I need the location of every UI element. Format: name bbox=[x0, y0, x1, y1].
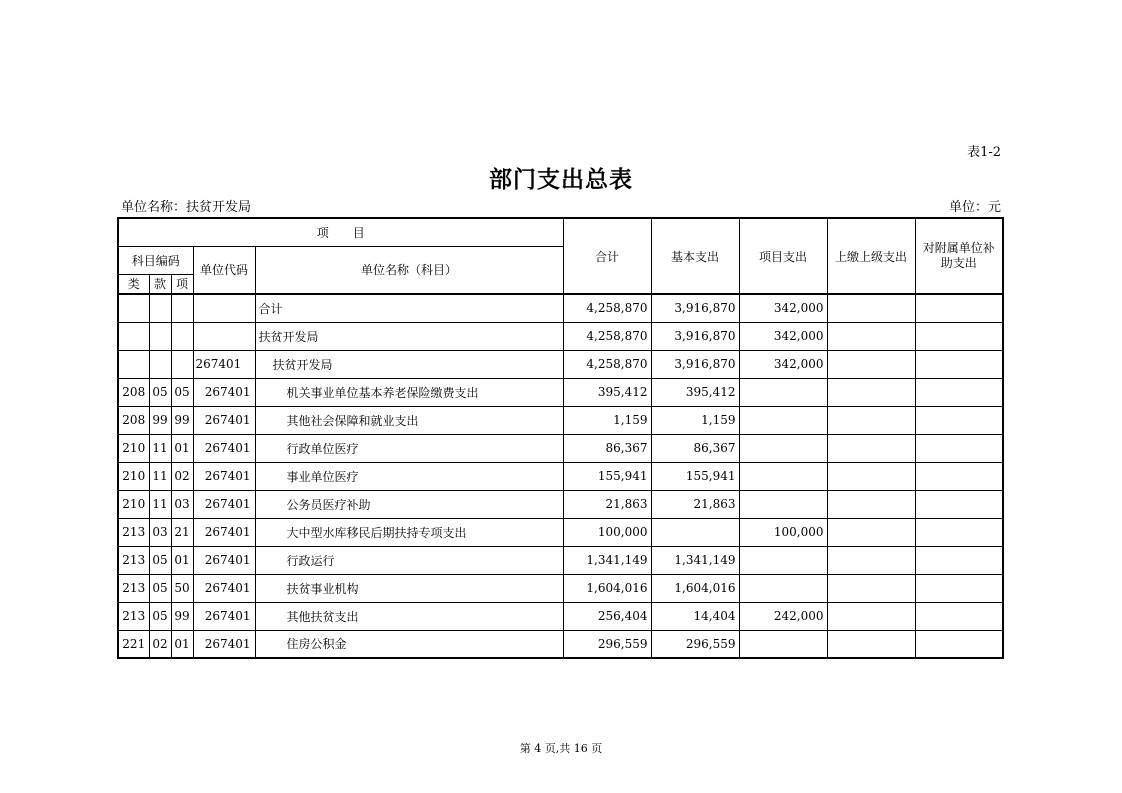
cell-xiang bbox=[171, 294, 193, 322]
cell-basic: 3,916,870 bbox=[651, 294, 739, 322]
cell-unit-code: 267401 bbox=[193, 630, 255, 658]
cell-project: 342,000 bbox=[739, 350, 827, 378]
cell-unit-name: 其他社会保障和就业支出 bbox=[255, 406, 563, 434]
header-subsidy: 对附属单位补助支出 bbox=[915, 218, 1003, 294]
cell-subsidy bbox=[915, 322, 1003, 350]
cell-xiang: 03 bbox=[171, 490, 193, 518]
cell-project bbox=[739, 462, 827, 490]
cell-unit-code: 267401 bbox=[193, 574, 255, 602]
table-row bbox=[118, 434, 1003, 462]
cell-total: 4,258,870 bbox=[563, 322, 651, 350]
cell-total: 256,404 bbox=[563, 602, 651, 630]
cell-xiang: 21 bbox=[171, 518, 193, 546]
header-subject-code: 科目编码 bbox=[118, 246, 193, 274]
cell-basic: 1,604,016 bbox=[651, 574, 739, 602]
cell-project bbox=[739, 490, 827, 518]
cell-unit-name: 扶贫事业机构 bbox=[255, 574, 563, 602]
cell-lei bbox=[118, 294, 149, 322]
cell-unit-name: 公务员医疗补助 bbox=[255, 490, 563, 518]
cell-kuan: 02 bbox=[149, 630, 171, 658]
cell-project bbox=[739, 434, 827, 462]
cell-xiang: 01 bbox=[171, 434, 193, 462]
cell-xiang: 01 bbox=[171, 546, 193, 574]
cell-basic: 1,159 bbox=[651, 406, 739, 434]
cell-lei: 213 bbox=[118, 602, 149, 630]
cell-kuan: 05 bbox=[149, 378, 171, 406]
cell-unit-code bbox=[193, 294, 255, 322]
table-row bbox=[118, 630, 1003, 658]
table-body bbox=[118, 294, 1003, 658]
cell-unit-name: 事业单位医疗 bbox=[255, 462, 563, 490]
cell-kuan bbox=[149, 294, 171, 322]
cell-upper bbox=[827, 574, 915, 602]
cell-project: 100,000 bbox=[739, 518, 827, 546]
cell-basic: 1,341,149 bbox=[651, 546, 739, 574]
cell-total: 86,367 bbox=[563, 434, 651, 462]
cell-basic: 395,412 bbox=[651, 378, 739, 406]
cell-lei: 213 bbox=[118, 518, 149, 546]
cell-xiang: 50 bbox=[171, 574, 193, 602]
header-lei: 类 bbox=[118, 274, 149, 294]
cell-kuan: 99 bbox=[149, 406, 171, 434]
cell-xiang: 05 bbox=[171, 378, 193, 406]
cell-subsidy bbox=[915, 462, 1003, 490]
cell-subsidy bbox=[915, 490, 1003, 518]
cell-upper bbox=[827, 546, 915, 574]
cell-unit-name: 其他扶贫支出 bbox=[255, 602, 563, 630]
unit-name-label: 单位名称：扶贫开发局 bbox=[121, 200, 252, 215]
cell-kuan: 11 bbox=[149, 434, 171, 462]
cell-unit-name: 扶贫开发局 bbox=[255, 350, 563, 378]
cell-kuan: 05 bbox=[149, 546, 171, 574]
cell-unit-name: 扶贫开发局 bbox=[255, 322, 563, 350]
cell-unit-code: 267401 bbox=[193, 350, 255, 378]
cell-total: 4,258,870 bbox=[563, 294, 651, 322]
cell-basic: 296,559 bbox=[651, 630, 739, 658]
cell-upper bbox=[827, 490, 915, 518]
cell-unit-name: 合计 bbox=[255, 294, 563, 322]
cell-unit-name: 行政单位医疗 bbox=[255, 434, 563, 462]
cell-total: 21,863 bbox=[563, 490, 651, 518]
header-project-expenditure: 项目支出 bbox=[739, 218, 827, 294]
cell-lei: 210 bbox=[118, 490, 149, 518]
table-row bbox=[118, 294, 1003, 322]
cell-unit-code bbox=[193, 322, 255, 350]
cell-project bbox=[739, 406, 827, 434]
cell-upper bbox=[827, 630, 915, 658]
cell-basic: 14,404 bbox=[651, 602, 739, 630]
cell-upper bbox=[827, 294, 915, 322]
cell-unit-code: 267401 bbox=[193, 518, 255, 546]
cell-lei: 221 bbox=[118, 630, 149, 658]
cell-unit-name: 住房公积金 bbox=[255, 630, 563, 658]
cell-xiang: 01 bbox=[171, 630, 193, 658]
cell-total: 395,412 bbox=[563, 378, 651, 406]
cell-kuan: 05 bbox=[149, 574, 171, 602]
cell-subsidy bbox=[915, 406, 1003, 434]
cell-subsidy bbox=[915, 434, 1003, 462]
cell-project bbox=[739, 574, 827, 602]
currency-unit-label: 单位：元 bbox=[948, 200, 1001, 215]
cell-total: 4,258,870 bbox=[563, 350, 651, 378]
cell-unit-name: 行政运行 bbox=[255, 546, 563, 574]
cell-unit-code: 267401 bbox=[193, 406, 255, 434]
cell-basic: 3,916,870 bbox=[651, 350, 739, 378]
expenditure-table bbox=[117, 217, 1004, 659]
cell-xiang: 99 bbox=[171, 602, 193, 630]
cell-lei bbox=[118, 350, 149, 378]
table-row bbox=[118, 546, 1003, 574]
cell-total: 1,341,149 bbox=[563, 546, 651, 574]
cell-lei bbox=[118, 322, 149, 350]
table-row bbox=[118, 378, 1003, 406]
cell-upper bbox=[827, 518, 915, 546]
cell-xiang: 99 bbox=[171, 406, 193, 434]
table-number: 表1-2 bbox=[967, 145, 1001, 160]
cell-total: 1,604,016 bbox=[563, 574, 651, 602]
cell-upper bbox=[827, 406, 915, 434]
cell-subsidy bbox=[915, 350, 1003, 378]
cell-upper bbox=[827, 434, 915, 462]
header-total: 合计 bbox=[563, 218, 651, 294]
cell-subsidy bbox=[915, 518, 1003, 546]
cell-total: 155,941 bbox=[563, 462, 651, 490]
cell-kuan: 11 bbox=[149, 490, 171, 518]
cell-kuan bbox=[149, 322, 171, 350]
table-row bbox=[118, 322, 1003, 350]
cell-kuan: 11 bbox=[149, 462, 171, 490]
cell-upper bbox=[827, 322, 915, 350]
cell-upper bbox=[827, 350, 915, 378]
cell-unit-code: 267401 bbox=[193, 602, 255, 630]
cell-project: 242,000 bbox=[739, 602, 827, 630]
header-project: 项 目 bbox=[118, 218, 563, 246]
cell-subsidy bbox=[915, 546, 1003, 574]
cell-project: 342,000 bbox=[739, 294, 827, 322]
cell-lei: 213 bbox=[118, 574, 149, 602]
page-title: 部门支出总表 bbox=[489, 167, 633, 193]
cell-kuan: 05 bbox=[149, 602, 171, 630]
cell-project bbox=[739, 630, 827, 658]
cell-unit-code: 267401 bbox=[193, 462, 255, 490]
cell-total: 100,000 bbox=[563, 518, 651, 546]
cell-project: 342,000 bbox=[739, 322, 827, 350]
cell-subsidy bbox=[915, 574, 1003, 602]
cell-kuan: 03 bbox=[149, 518, 171, 546]
cell-subsidy bbox=[915, 378, 1003, 406]
header-upper-remit: 上缴上级支出 bbox=[827, 218, 915, 294]
table-row bbox=[118, 602, 1003, 630]
cell-unit-name: 机关事业单位基本养老保险缴费支出 bbox=[255, 378, 563, 406]
cell-unit-code: 267401 bbox=[193, 378, 255, 406]
cell-unit-code: 267401 bbox=[193, 490, 255, 518]
table-row bbox=[118, 462, 1003, 490]
header-unit-code: 单位代码 bbox=[193, 246, 255, 294]
cell-basic: 3,916,870 bbox=[651, 322, 739, 350]
cell-lei: 208 bbox=[118, 406, 149, 434]
table-row bbox=[118, 518, 1003, 546]
cell-kuan bbox=[149, 350, 171, 378]
table-row bbox=[118, 574, 1003, 602]
cell-xiang: 02 bbox=[171, 462, 193, 490]
cell-basic: 21,863 bbox=[651, 490, 739, 518]
table-row bbox=[118, 406, 1003, 434]
cell-subsidy bbox=[915, 602, 1003, 630]
cell-lei: 210 bbox=[118, 462, 149, 490]
header-unit-name: 单位名称（科目） bbox=[255, 246, 563, 294]
cell-basic: 155,941 bbox=[651, 462, 739, 490]
cell-upper bbox=[827, 378, 915, 406]
cell-upper bbox=[827, 462, 915, 490]
page-footer: 第 4 页,共 16 页 bbox=[519, 742, 603, 755]
table-row bbox=[118, 350, 1003, 378]
cell-project bbox=[739, 546, 827, 574]
cell-basic bbox=[651, 518, 739, 546]
header-basic: 基本支出 bbox=[651, 218, 739, 294]
cell-basic: 86,367 bbox=[651, 434, 739, 462]
cell-project bbox=[739, 378, 827, 406]
header-xiang: 项 bbox=[171, 274, 193, 294]
cell-lei: 208 bbox=[118, 378, 149, 406]
cell-upper bbox=[827, 602, 915, 630]
cell-lei: 213 bbox=[118, 546, 149, 574]
cell-total: 1,159 bbox=[563, 406, 651, 434]
cell-subsidy bbox=[915, 630, 1003, 658]
cell-total: 296,559 bbox=[563, 630, 651, 658]
header-kuan: 款 bbox=[149, 274, 171, 294]
cell-unit-code: 267401 bbox=[193, 546, 255, 574]
cell-xiang bbox=[171, 350, 193, 378]
cell-unit-code: 267401 bbox=[193, 434, 255, 462]
cell-subsidy bbox=[915, 294, 1003, 322]
cell-xiang bbox=[171, 322, 193, 350]
cell-unit-name: 大中型水库移民后期扶持专项支出 bbox=[255, 518, 563, 546]
table-row bbox=[118, 490, 1003, 518]
cell-lei: 210 bbox=[118, 434, 149, 462]
